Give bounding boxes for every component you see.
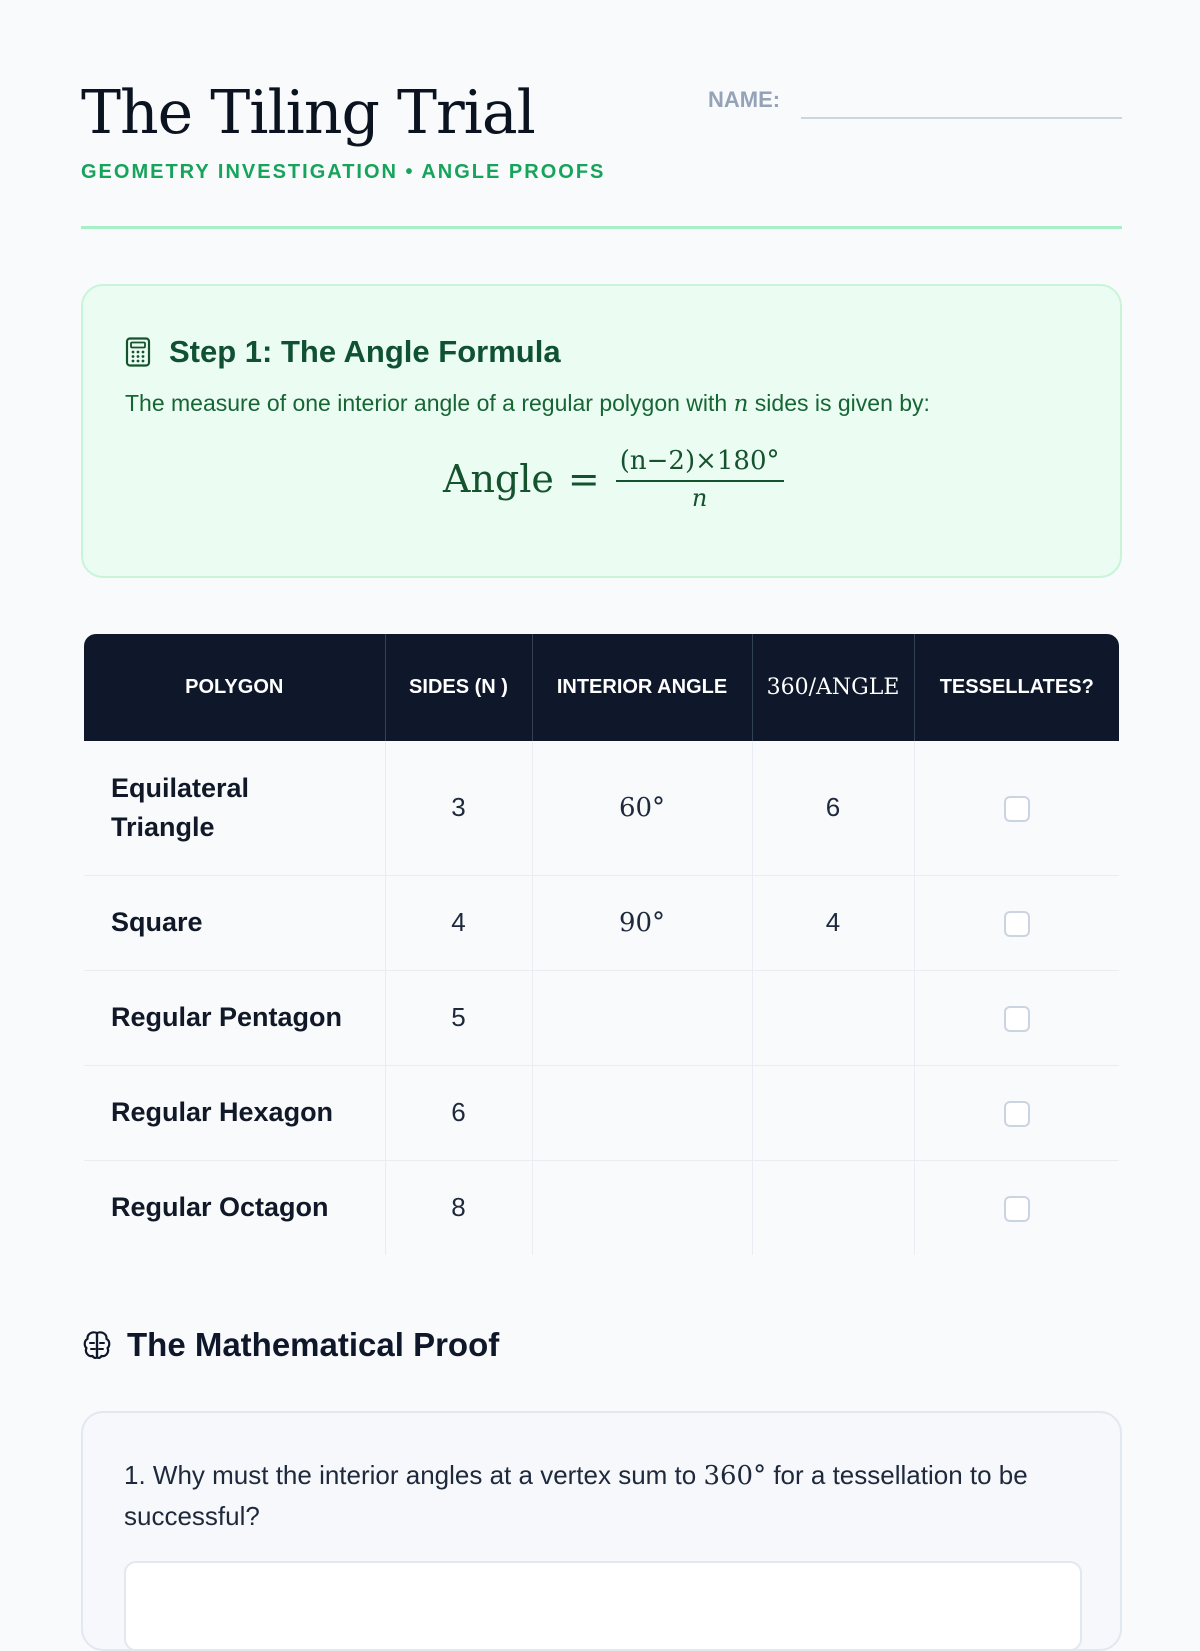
step-description xyxy=(125,390,930,417)
formula-equals: = xyxy=(567,457,600,501)
brain-icon xyxy=(81,1329,113,1361)
page-title: The Tiling Trial xyxy=(81,78,535,148)
tessellates-checkbox[interactable] xyxy=(1004,1101,1030,1127)
tessellates-checkbox[interactable] xyxy=(1004,796,1030,822)
formula-fraction xyxy=(616,446,784,512)
ratio-cell[interactable] xyxy=(752,1065,914,1160)
ratio-cell[interactable] xyxy=(752,1160,914,1255)
sides-cell: 4 xyxy=(385,875,532,970)
step-card xyxy=(81,284,1122,578)
formula-numerator: (n−2)×180° xyxy=(616,446,784,482)
tessellates-cell xyxy=(914,970,1119,1065)
table-row xyxy=(84,741,1119,875)
table-row xyxy=(84,970,1119,1065)
table-row xyxy=(84,1065,1119,1160)
interior-angle-cell[interactable]: 90° xyxy=(532,875,752,970)
question-text xyxy=(124,1455,1084,1537)
tessellates-cell xyxy=(914,741,1119,875)
angle-formula xyxy=(443,446,784,512)
math-variable: n xyxy=(733,391,749,417)
page-subtitle: GEOMETRY INVESTIGATION • ANGLE PROOFS xyxy=(81,161,606,183)
step-title: Step 1: The Angle Formula xyxy=(169,334,561,369)
table-row xyxy=(84,875,1119,970)
column-header-polygon: POLYGON xyxy=(84,634,385,741)
sides-cell: 6 xyxy=(385,1065,532,1160)
formula-lhs: Angle xyxy=(443,457,554,501)
sides-cell: 8 xyxy=(385,1160,532,1255)
tessellates-cell xyxy=(914,875,1119,970)
question-text-part: 1. Why must the interior angles at a vertex sum to xyxy=(124,1460,704,1490)
table-header-row xyxy=(84,634,1119,741)
calculator-icon xyxy=(125,337,151,367)
ratio-cell[interactable] xyxy=(752,970,914,1065)
step-text-part: sides is given by: xyxy=(748,390,930,416)
column-header-interior-angle: INTERIOR ANGLE xyxy=(532,634,752,741)
name-field[interactable] xyxy=(801,117,1122,119)
column-header-sides: SIDES (N ) xyxy=(385,634,532,741)
ratio-cell[interactable]: 4 xyxy=(752,875,914,970)
tessellates-cell xyxy=(914,1160,1119,1255)
tessellates-cell xyxy=(914,1065,1119,1160)
polygon-name: Regular Octagon xyxy=(84,1160,385,1255)
proof-heading xyxy=(81,1326,499,1364)
interior-angle-cell[interactable] xyxy=(532,1160,752,1255)
table-row xyxy=(84,1160,1119,1255)
tessellates-checkbox[interactable] xyxy=(1004,1196,1030,1222)
polygon-table-wrapper xyxy=(84,634,1119,1255)
interior-angle-cell[interactable] xyxy=(532,1065,752,1160)
answer-textarea[interactable] xyxy=(124,1561,1082,1651)
sides-cell: 3 xyxy=(385,741,532,875)
polygon-table xyxy=(84,634,1119,1255)
polygon-name: Square xyxy=(84,875,385,970)
polygon-name: Regular Pentagon xyxy=(84,970,385,1065)
tessellates-checkbox[interactable] xyxy=(1004,1006,1030,1032)
interior-angle-cell[interactable] xyxy=(532,970,752,1065)
step-heading xyxy=(125,334,561,370)
step-text-part: The measure of one interior angle of a regular polygon with xyxy=(125,390,734,416)
interior-angle-cell[interactable]: 60° xyxy=(532,741,752,875)
ratio-cell[interactable]: 6 xyxy=(752,741,914,875)
polygon-name: Regular Hexagon xyxy=(84,1065,385,1160)
question-text-part: for a tessellation to be successful? xyxy=(124,1460,1028,1532)
column-header-tessellates: TESSELLATES? xyxy=(914,634,1119,741)
proof-title: The Mathematical Proof xyxy=(127,1326,500,1363)
name-label: NAME: xyxy=(708,87,781,112)
polygon-name: Equilateral Triangle xyxy=(84,741,385,875)
question-card xyxy=(81,1411,1122,1651)
column-header-ratio: 360/ANGLE xyxy=(752,634,914,741)
formula-denominator: n xyxy=(691,484,708,512)
worksheet-header xyxy=(81,0,1096,230)
sides-cell: 5 xyxy=(385,970,532,1065)
question-math: 360° xyxy=(703,1461,767,1491)
header-divider xyxy=(81,226,1122,229)
tessellates-checkbox[interactable] xyxy=(1004,911,1030,937)
